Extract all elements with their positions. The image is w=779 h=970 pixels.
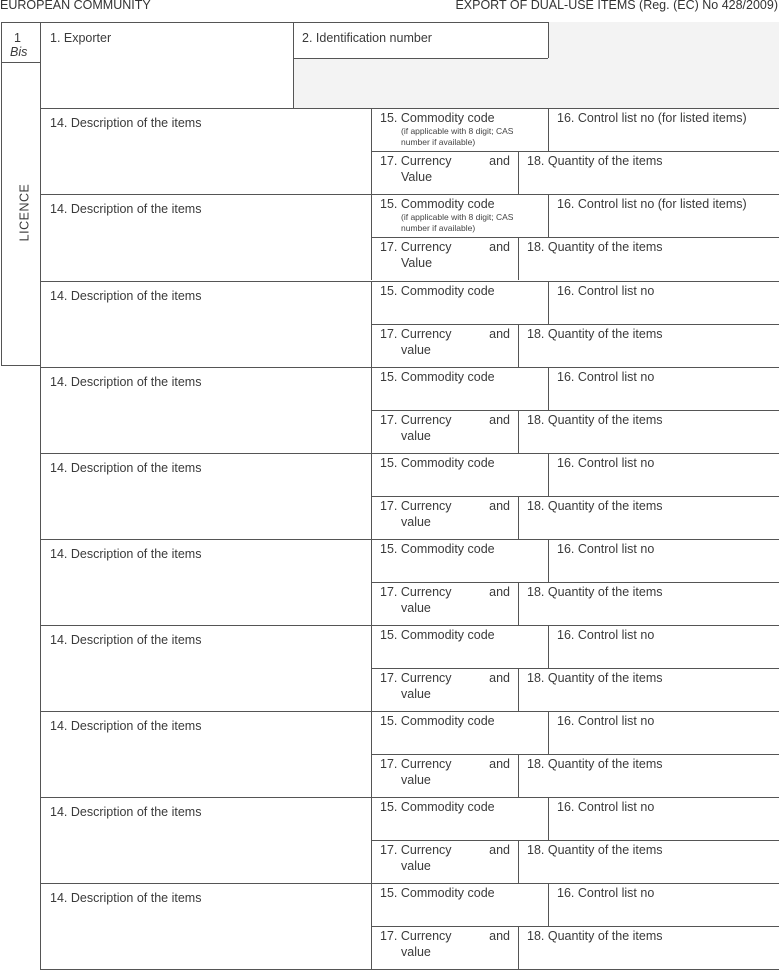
control-list-label: 16. Control list no bbox=[557, 542, 655, 556]
description-cell[interactable] bbox=[41, 194, 371, 280]
box-number: 1 bbox=[14, 31, 21, 45]
currency-and: and bbox=[489, 585, 510, 599]
currency-value-cell[interactable] bbox=[372, 410, 518, 453]
quantity-label: 18. Quantity of the items bbox=[527, 154, 663, 168]
commodity-code-cell[interactable] bbox=[372, 625, 548, 668]
quantity-label: 18. Quantity of the items bbox=[527, 413, 663, 427]
description-label: 14. Description of the items bbox=[50, 461, 202, 475]
currency-label: 17. Currency bbox=[380, 327, 452, 341]
currency-label: 17. Currency bbox=[380, 843, 452, 857]
currency-value-label: value bbox=[401, 859, 431, 873]
quantity-label: 18. Quantity of the items bbox=[527, 327, 663, 341]
currency-label: 17. Currency bbox=[380, 671, 452, 685]
currency-and: and bbox=[489, 327, 510, 341]
control-list-cell[interactable] bbox=[549, 797, 779, 840]
commodity-code-label: 15. Commodity code bbox=[380, 197, 495, 211]
quantity-label: 18. Quantity of the items bbox=[527, 843, 663, 857]
commodity-code-label: 15. Commodity code bbox=[380, 800, 495, 814]
commodity-code-cell[interactable] bbox=[372, 367, 548, 410]
commodity-code-note: (if applicable with 8 digit; CAS number if available) bbox=[401, 212, 514, 233]
commodity-code-cell[interactable] bbox=[372, 539, 548, 582]
description-cell[interactable] bbox=[41, 453, 371, 539]
currency-label: 17. Currency bbox=[380, 499, 452, 513]
control-list-cell[interactable] bbox=[549, 883, 779, 926]
quantity-cell[interactable] bbox=[519, 410, 779, 453]
currency-and: and bbox=[489, 843, 510, 857]
quantity-label: 18. Quantity of the items bbox=[527, 757, 663, 771]
header-left: EUROPEAN COMMUNITY bbox=[0, 0, 151, 12]
description-cell[interactable] bbox=[41, 108, 371, 194]
currency-value-label: value bbox=[401, 773, 431, 787]
control-list-label: 16. Control list no bbox=[557, 886, 655, 900]
quantity-label: 18. Quantity of the items bbox=[527, 585, 663, 599]
currency-label: 17. Currency bbox=[380, 929, 452, 943]
commodity-code-label: 15. Commodity code bbox=[380, 886, 495, 900]
control-list-cell[interactable] bbox=[549, 539, 779, 582]
quantity-label: 18. Quantity of the items bbox=[527, 929, 663, 943]
description-cell[interactable] bbox=[41, 797, 371, 883]
box-suffix: Bis bbox=[10, 45, 28, 59]
currency-value-label: value bbox=[401, 429, 431, 443]
currency-label: 17. Currency bbox=[380, 757, 452, 771]
currency-and: and bbox=[489, 499, 510, 513]
quantity-cell[interactable] bbox=[519, 324, 779, 367]
currency-value-label: Value bbox=[401, 170, 433, 184]
quantity-label: 18. Quantity of the items bbox=[527, 240, 663, 254]
description-label: 14. Description of the items bbox=[50, 116, 202, 130]
quantity-cell[interactable] bbox=[519, 151, 779, 194]
exporter-field[interactable]: 1. Exporter bbox=[50, 31, 112, 45]
currency-value-label: Value bbox=[401, 256, 433, 270]
currency-value-label: value bbox=[401, 945, 431, 959]
commodity-code-cell[interactable] bbox=[372, 108, 548, 151]
currency-value-cell[interactable] bbox=[372, 754, 518, 797]
commodity-code-cell[interactable] bbox=[372, 883, 548, 926]
currency-value-label: value bbox=[401, 343, 431, 357]
licence-side-label: LICENCE bbox=[17, 183, 32, 242]
description-label: 14. Description of the items bbox=[50, 289, 202, 303]
quantity-cell[interactable] bbox=[519, 668, 779, 711]
commodity-code-cell[interactable] bbox=[372, 797, 548, 840]
currency-and: and bbox=[489, 154, 510, 168]
commodity-code-label: 15. Commodity code bbox=[380, 628, 495, 642]
commodity-code-label: 15. Commodity code bbox=[380, 714, 495, 728]
control-list-cell[interactable] bbox=[549, 108, 779, 151]
quantity-label: 18. Quantity of the items bbox=[527, 499, 663, 513]
currency-and: and bbox=[489, 240, 510, 254]
commodity-code-label: 15. Commodity code bbox=[380, 370, 495, 384]
description-cell[interactable] bbox=[41, 711, 371, 797]
shaded-area-under-id bbox=[293, 58, 549, 108]
control-list-cell[interactable] bbox=[549, 453, 779, 496]
currency-value-cell[interactable] bbox=[372, 151, 518, 194]
identification-number-field[interactable]: 2. Identification number bbox=[302, 31, 432, 45]
currency-value-cell[interactable] bbox=[372, 582, 518, 625]
currency-value-cell[interactable] bbox=[372, 324, 518, 367]
commodity-code-label: 15. Commodity code bbox=[380, 456, 495, 470]
control-list-cell[interactable] bbox=[549, 281, 779, 324]
description-cell[interactable] bbox=[41, 625, 371, 711]
quantity-cell[interactable] bbox=[519, 926, 779, 969]
control-list-label: 16. Control list no bbox=[557, 284, 655, 298]
commodity-code-cell[interactable] bbox=[372, 453, 548, 496]
header-right: EXPORT OF DUAL-USE ITEMS (Reg. (EC) No 428/2009) bbox=[455, 0, 778, 12]
description-label: 14. Description of the items bbox=[50, 719, 202, 733]
control-list-cell[interactable] bbox=[549, 711, 779, 754]
commodity-code-cell[interactable] bbox=[372, 281, 548, 324]
quantity-label: 18. Quantity of the items bbox=[527, 671, 663, 685]
description-cell[interactable] bbox=[41, 883, 371, 969]
quantity-cell[interactable] bbox=[519, 496, 779, 539]
commodity-code-label: 15. Commodity code bbox=[380, 284, 495, 298]
shaded-area-right bbox=[548, 22, 779, 108]
commodity-code-label: 15. Commodity code bbox=[380, 111, 495, 125]
control-list-cell[interactable] bbox=[549, 625, 779, 668]
currency-value-cell[interactable] bbox=[372, 237, 518, 280]
description-cell[interactable] bbox=[41, 539, 371, 625]
commodity-code-cell[interactable] bbox=[372, 711, 548, 754]
currency-label: 17. Currency bbox=[380, 585, 452, 599]
currency-value-cell[interactable] bbox=[372, 668, 518, 711]
description-label: 14. Description of the items bbox=[50, 202, 202, 216]
quantity-cell[interactable] bbox=[519, 582, 779, 625]
description-cell[interactable] bbox=[41, 367, 371, 453]
currency-label: 17. Currency bbox=[380, 240, 452, 254]
commodity-code-cell[interactable] bbox=[372, 194, 548, 237]
control-list-cell[interactable] bbox=[549, 367, 779, 410]
currency-value-label: value bbox=[401, 601, 431, 615]
currency-label: 17. Currency bbox=[380, 154, 452, 168]
control-list-label: 16. Control list no bbox=[557, 800, 655, 814]
control-list-cell[interactable] bbox=[549, 194, 779, 237]
quantity-cell[interactable] bbox=[519, 840, 779, 883]
quantity-cell[interactable] bbox=[519, 754, 779, 797]
description-label: 14. Description of the items bbox=[50, 375, 202, 389]
control-list-label: 16. Control list no (for listed items) bbox=[557, 197, 747, 211]
quantity-cell[interactable] bbox=[519, 237, 779, 280]
description-label: 14. Description of the items bbox=[50, 891, 202, 905]
control-list-label: 16. Control list no bbox=[557, 714, 655, 728]
currency-value-label: value bbox=[401, 687, 431, 701]
currency-value-label: value bbox=[401, 515, 431, 529]
description-label: 14. Description of the items bbox=[50, 547, 202, 561]
currency-and: and bbox=[489, 413, 510, 427]
commodity-code-note: (if applicable with 8 digit; CAS number if available) bbox=[401, 126, 514, 147]
description-label: 14. Description of the items bbox=[50, 633, 202, 647]
currency-label: 17. Currency bbox=[380, 413, 452, 427]
currency-and: and bbox=[489, 757, 510, 771]
control-list-label: 16. Control list no bbox=[557, 456, 655, 470]
currency-value-cell[interactable] bbox=[372, 840, 518, 883]
currency-and: and bbox=[489, 671, 510, 685]
currency-value-cell[interactable] bbox=[372, 926, 518, 969]
currency-and: and bbox=[489, 929, 510, 943]
control-list-label: 16. Control list no bbox=[557, 370, 655, 384]
description-label: 14. Description of the items bbox=[50, 805, 202, 819]
control-list-label: 16. Control list no bbox=[557, 628, 655, 642]
commodity-code-label: 15. Commodity code bbox=[380, 542, 495, 556]
description-cell[interactable] bbox=[41, 281, 371, 367]
currency-value-cell[interactable] bbox=[372, 496, 518, 539]
control-list-label: 16. Control list no (for listed items) bbox=[557, 111, 747, 125]
